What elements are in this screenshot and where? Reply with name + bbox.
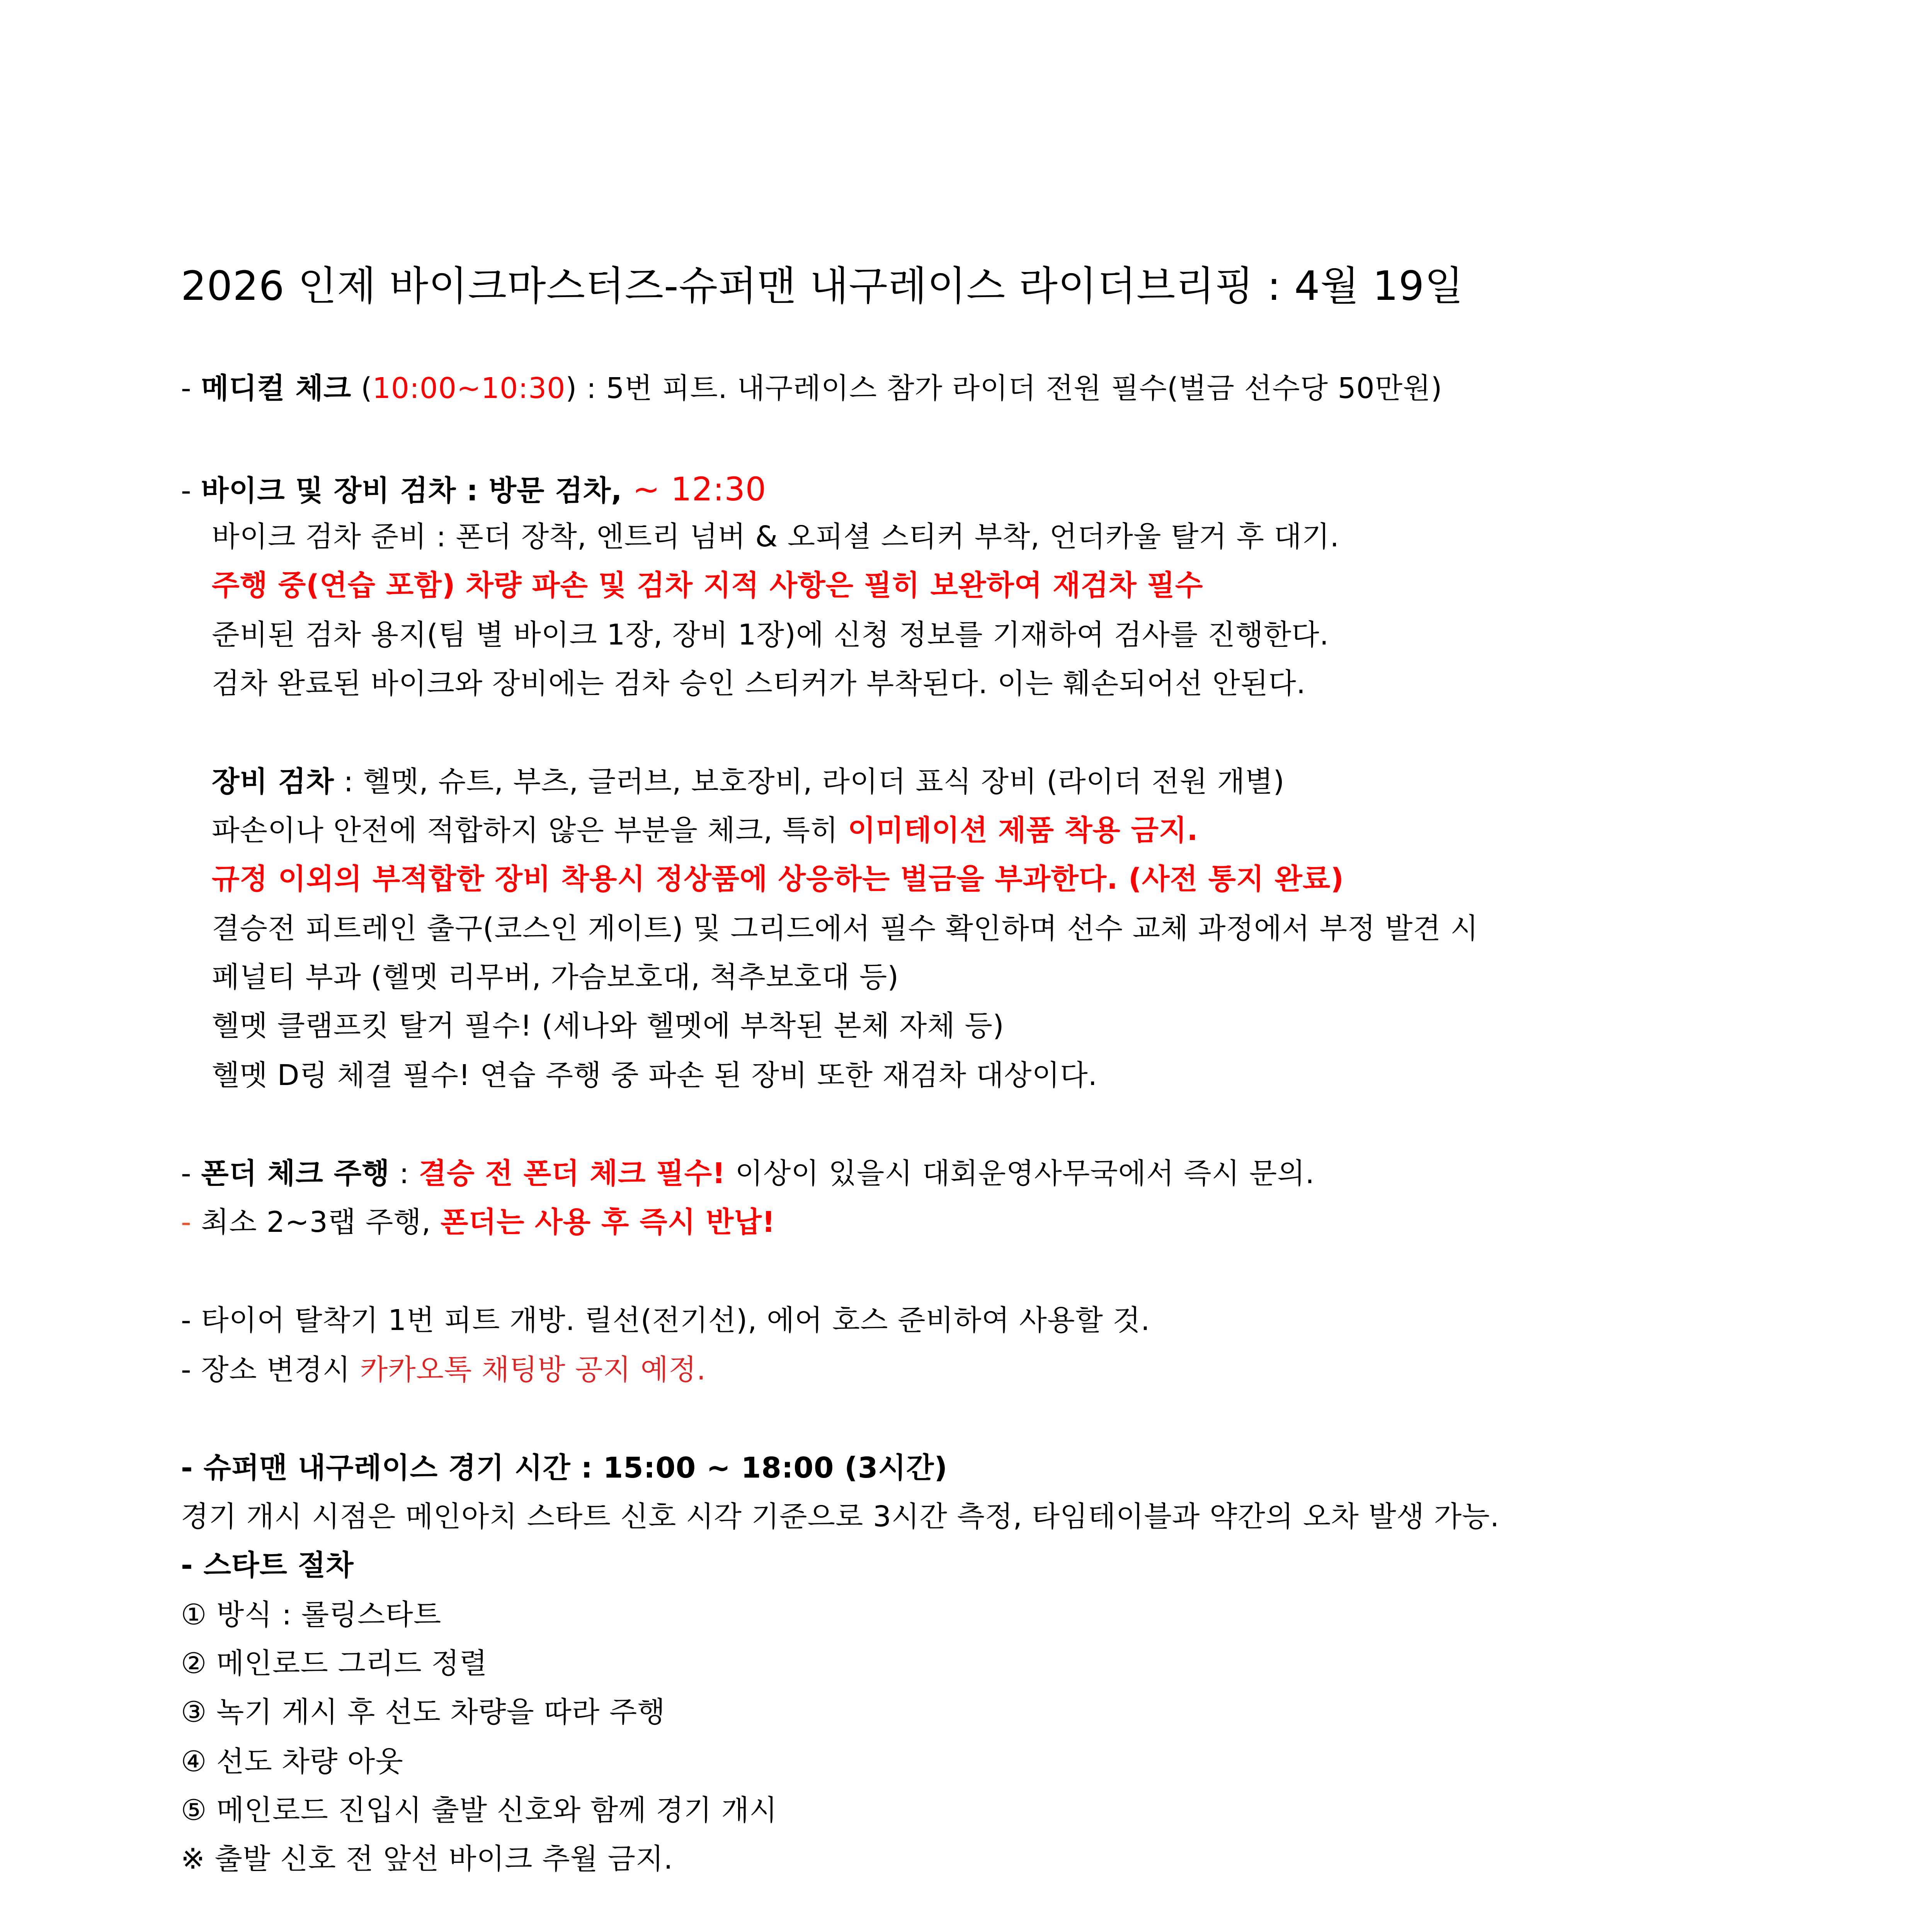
ponder-laps-dash: - <box>181 1206 201 1239</box>
ponder-check-line <box>181 1159 1315 1188</box>
gear-check-line <box>212 767 1285 796</box>
start-procedure-heading: - 스타트 절차 <box>181 1549 354 1582</box>
start-note: ※ 출발 신호 전 앞선 바이크 추월 금지. <box>181 1842 673 1876</box>
ponder-check-label: 폰더 체크 주행 <box>201 1157 390 1190</box>
bike-check-form: 준비된 검차 용지(팀 별 바이크 1장, 장비 1장)에 신청 정보를 기재하여 검사를 진행한다. <box>212 618 1329 651</box>
race-time-heading: - 슈퍼맨 내구레이스 경기 시간 : 15:00 ~ 18:00 (3시간) <box>181 1451 948 1485</box>
bike-check-heading <box>181 470 767 508</box>
medical-check-detail: ) : 5번 피트. 내구레이스 참가 라이더 전원 필수(벌금 선수당 50만원) <box>565 372 1443 405</box>
bike-check-prep: 바이크 검차 준비 : 폰더 장착, 엔트리 넘버 & 오피셜 스티커 부착, 언더카울 탈거 후 대기. <box>212 520 1340 553</box>
medical-check-time: 10:00~10:30 <box>372 372 566 405</box>
start-step: ① 방식 : 롤링스타트 <box>181 1598 442 1631</box>
bike-check-deadline: ~ 12:30 <box>633 470 767 508</box>
race-time-note: 경기 개시 시점은 메인아치 스타트 신호 시각 기준으로 3시간 측정, 타임테이블과 약간의 오차 발생 가능. <box>181 1500 1500 1533</box>
gear-check-imitation-ban: 이미테이션 제품 착용 금지. <box>847 814 1198 847</box>
gear-check-items: : 헬멧, 슈트, 부츠, 글러브, 보호장비, 라이더 표식 장비 (라이더 전원 개별) <box>334 765 1285 798</box>
ponder-check-contact: 이상이 있을시 대회운영사무국에서 즉시 문의. <box>725 1157 1315 1190</box>
gear-check-imitation-line <box>212 816 1198 845</box>
gear-check-fine-warning: 규정 이외의 부적합한 장비 착용시 정상품에 상응하는 벌금을 부과한다. (사전 통지 완료) <box>212 862 1344 896</box>
gear-check-clampkit: 헬멧 클램프킷 탈거 필수! (세나와 헬멧에 부착된 본체 자체 등) <box>212 1009 1004 1043</box>
gear-check-final-check: 결승전 피트레인 출구(코스인 게이트) 및 그리드에서 필수 확인하며 선수 교체 과정에서 부정 발견 시 <box>212 912 1479 945</box>
medical-check-label: 메디컬 체크 <box>201 372 352 405</box>
bike-check-sticker: 검차 완료된 바이크와 장비에는 검차 승인 스티커가 부착된다. 이는 훼손되어선 안된다. <box>212 667 1306 700</box>
place-change-line <box>181 1355 706 1384</box>
medical-check-line <box>181 374 1443 403</box>
start-step: ③ 녹기 게시 후 선도 차량을 따라 주행 <box>181 1696 665 1729</box>
ponder-check-required: 결승 전 폰더 체크 필수! <box>419 1157 726 1190</box>
tire-changer-note: - 타이어 탈착기 1번 피트 개방. 릴선(전기선), 에어 호스 준비하여 사용할 것. <box>181 1304 1150 1337</box>
bike-check-dash: - <box>181 474 201 507</box>
ponder-laps: 최소 2~3랩 주행, <box>201 1206 441 1239</box>
start-step: ② 메인로드 그리드 정렬 <box>181 1647 488 1680</box>
medical-dash: - <box>181 372 201 405</box>
ponder-return: 폰더는 사용 후 즉시 반납! <box>440 1206 776 1239</box>
start-step: ④ 선도 차량 아웃 <box>181 1745 403 1778</box>
start-step: ⑤ 메인로드 진입시 출발 신호와 함께 경기 개시 <box>181 1794 778 1827</box>
bike-check-recheck-warning: 주행 중(연습 포함) 차량 파손 및 검차 지적 사항은 필히 보완하여 재검차 필수 <box>212 569 1203 602</box>
ponder-colon: : <box>390 1157 419 1190</box>
document-title: 2026 인제 바이크마스터즈-슈퍼맨 내구레이스 라이더브리핑 : 4월 19일 <box>181 262 1464 310</box>
gear-check-penalty: 페널티 부과 (헬멧 리무버, 가슴보호대, 척추보호대 등) <box>212 961 899 994</box>
ponder-dash: - <box>181 1157 201 1190</box>
ponder-laps-line <box>181 1206 776 1239</box>
gear-check-label: 장비 검차 <box>212 765 334 798</box>
place-change-text: - 장소 변경시 <box>181 1353 360 1386</box>
gear-check-dring: 헬멧 D링 체결 필수! 연습 주행 중 파손 된 장비 또한 재검차 대상이다. <box>212 1059 1098 1092</box>
bike-check-heading-text: 바이크 및 장비 검차 : 방문 검차, <box>201 474 633 507</box>
medical-paren: ( <box>351 372 373 405</box>
place-change-kakao: 카카오톡 채팅방 공지 예정. <box>360 1353 706 1386</box>
gear-check-damage: 파손이나 안전에 적합하지 않은 부분을 체크, 특히 <box>212 814 848 847</box>
